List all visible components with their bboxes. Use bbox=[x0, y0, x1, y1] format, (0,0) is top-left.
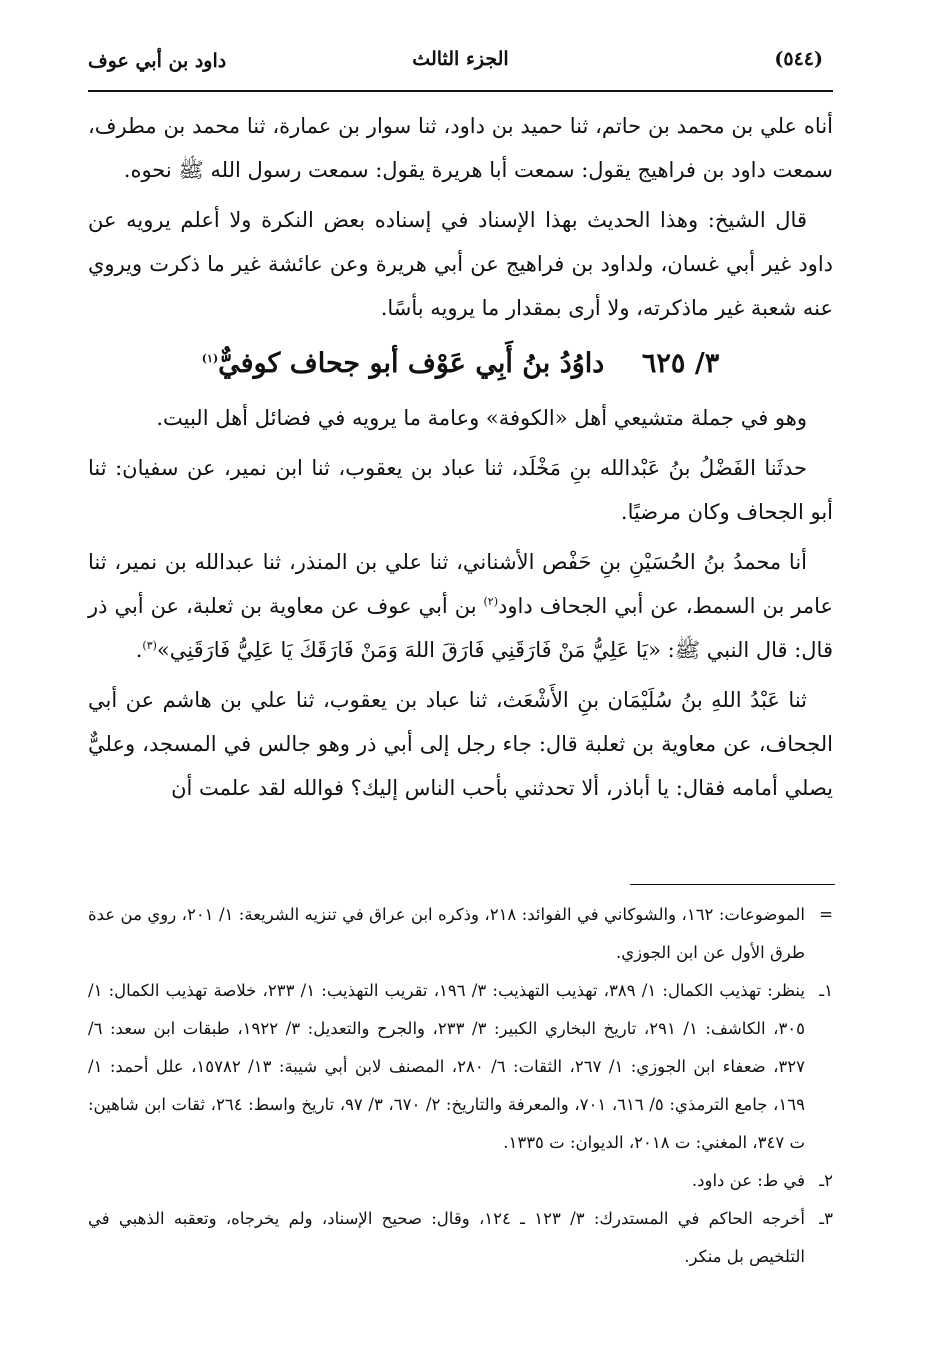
hadith-text-part-1: أنا محمدُ بنُ الحُسَيْنِ بنِ حَفْص الأشناني، ثنا علي بن المنذر، ثنا عبدالله بن نمير، ثنا عامر بن السمط، عن أبي الجحاف داود bbox=[88, 550, 833, 618]
footnote-continuation-marker: = bbox=[819, 905, 833, 924]
page-number: (٥٤٤) bbox=[774, 48, 823, 70]
running-header-name: داود بن أبي عوف bbox=[88, 50, 227, 72]
part-title: الجزء الثالث bbox=[412, 48, 509, 70]
footnote-2-text: في ط: عن داود. bbox=[691, 1171, 805, 1190]
footnote-2-marker: ٢ـ bbox=[819, 1171, 833, 1190]
footnote-divider bbox=[630, 884, 835, 885]
footnote-2 bbox=[88, 1162, 833, 1200]
footnotes bbox=[88, 896, 833, 1276]
paragraph-shaykh-comment: قال الشيخ: وهذا الحديث بهذا الإسناد في إسناده بعض النكرة ولا أعلم يرويه عن داود غير أبي غسان، ولداود بن فراهيج عن أبي هريرة وعن عائشة غير ما ذكرت ويروي عنه شعبة غير ماذكرته، ولا أرى بمقدار ما يرويه بأسًا. bbox=[88, 208, 833, 320]
footnote-continuation-text: الموضوعات: ١٦٢، والشوكاني في الفوائد: ٢١٨، وذكره ابن عراق في تنزيه الشريعة: ١/ ٢٠١، روي من عدة طرق الأول عن ابن الجوزي. bbox=[88, 905, 806, 962]
page-header bbox=[88, 40, 833, 86]
main-text bbox=[88, 104, 833, 816]
footnote-1 bbox=[88, 972, 833, 1162]
hadith-text-end: . bbox=[135, 638, 143, 662]
entry-heading bbox=[88, 340, 833, 388]
footnote-3-marker: ٣ـ bbox=[819, 1209, 833, 1228]
footnote-1-text: ينظر: تهذيب الكمال: ١/ ٣٨٩، تهذيب التهذيب: ٣/ ١٩٦، تقريب التهذيب: ١/ ٢٣٣، خلاصة تهذيب الكمال: ١/ ٣٠٥، الكاشف: ١/ ٢٩١، تاريخ البخاري الكبير: ٣/ ٢٣٣، والجرح والتعديل: ٣/ ١٩٢٢، طبقات ابن سعد: ٦/ ٣٢٧، ضعفاء ابن الجوزي: ١/ ٢٦٧، الثقات: ٦/ ٢٨٠، المصنف لابن أبي شيبة: ١٣/ ١٥٧٨٢، علل أحمد: ١/ ١٦٩، جامع الترمذي: ٥/ ٦١٦، ٧٠١، والمعرفة والتاريخ: ٢/ ٦٧٠، ٣/ ٩٧، تاريخ واسط: ٢٦٤، ثقات ابن شاهين: ت ٣٤٧، المغني: ت ٢٠١٨، الديوان: ت ١٣٣٥. bbox=[88, 981, 806, 1152]
footnote-3-text: أخرجه الحاكم في المستدرك: ٣/ ١٢٣ ـ ١٢٤، وقال: صحيح الإسناد، ولم يخرجاه، وتعقبه الذهبي في التلخيص بل منكر. bbox=[88, 1209, 805, 1266]
entry-number: ٣/ ٦٢٥ bbox=[641, 348, 720, 379]
footnote-3 bbox=[88, 1200, 833, 1276]
hadith-text-part-2: بن أبي عوف عن معاوية بن ثعلبة، عن أبي ذر قال: قال النبي ﷺ: «يَا عَلِيُّ مَنْ فَارَقَنِي فَارَقَ اللهَ وَمَنْ فَارَقَكَ يَا عَلِيُّ فَارَقَنِي» bbox=[88, 594, 833, 662]
paragraph-isnad-2: حدثَنا الفَضْلُ بنُ عَبْدالله بنِ مَخْلَد، ثنا عباد بن يعقوب، ثنا ابن نمير، عن سفيان: ثنا أبو الجحاف وكان مرضيًا. bbox=[88, 456, 833, 524]
paragraph-isnad-3: ثنا عَبْدُ اللهِ بنُ سُلَيْمَان بنِ الأَشْعَث، ثنا عباد بن يعقوب، ثنا علي بن هاشم عن أبي الجحاف، عن معاوية بن ثعلبة قال: جاء رجل إلى أبي ذر وهو جالس في المسجد، وعليٌّ يصلي أمامه فقال: يا أباذر، ألا تحدثني بأحب الناس إليك؟ فوالله لقد علمت أن bbox=[88, 688, 833, 800]
footnote-ref-1: (١) bbox=[201, 352, 219, 365]
paragraph-hadith bbox=[88, 540, 833, 672]
footnote-ref-2: (٢) bbox=[483, 595, 499, 608]
footnote-ref-3: (٣) bbox=[142, 639, 157, 652]
paragraph-isnad-1: أناه علي بن محمد بن حاتم، ثنا حميد بن داود، ثنا سوار بن عمارة، ثنا محمد بن مطرف، سمعت داود بن فراهيج يقول: سمعت أبا هريرة يقول: سمعت رسول الله ﷺ نحوه. bbox=[88, 114, 833, 182]
footnote-continuation bbox=[88, 896, 833, 972]
entry-name: داوُدُ بنُ أَبِي عَوْف أبو جحاف كوفيٌّ bbox=[218, 348, 605, 379]
paragraph-description: وهو في جملة متشيعي أهل «الكوفة» وعامة ما يرويه في فضائل أهل البيت. bbox=[156, 406, 807, 430]
header-divider bbox=[88, 90, 833, 92]
footnote-1-marker: ١ـ bbox=[819, 981, 833, 1000]
